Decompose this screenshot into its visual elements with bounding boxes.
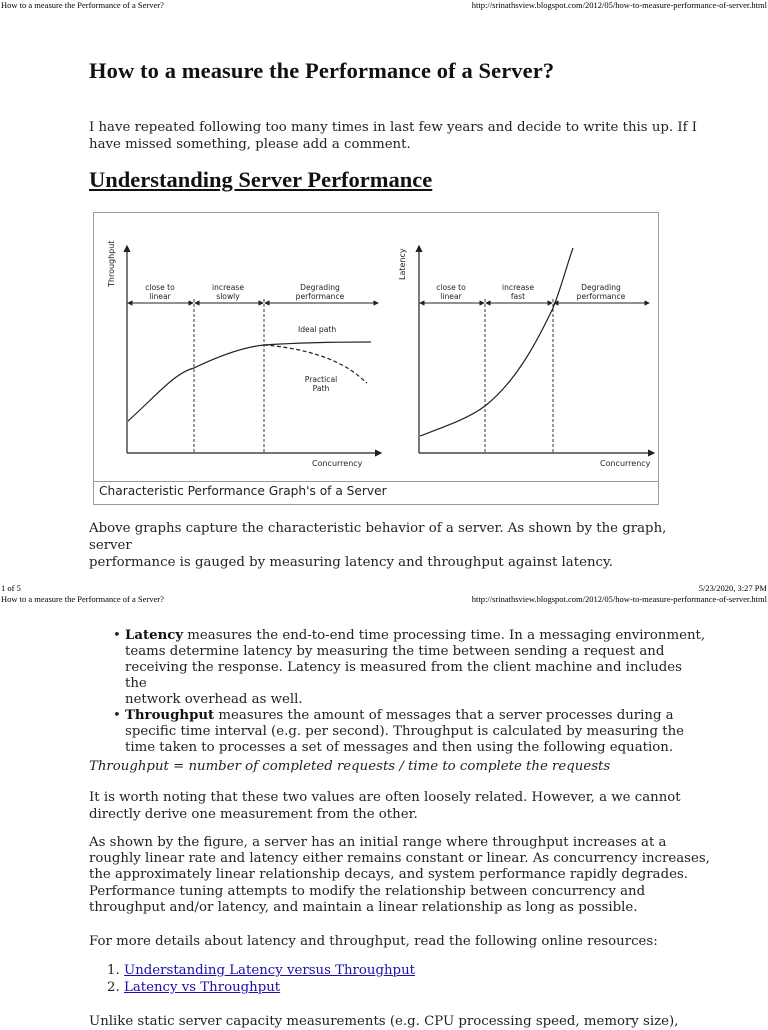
intro-line-1: I have repeated following too many times in last few years and decide to write this up. If I xyxy=(89,120,698,135)
throughput-term: Throughput xyxy=(125,708,215,723)
throughput-region-2-label: increase slowly xyxy=(211,283,245,301)
after-figure-paragraph xyxy=(89,520,709,571)
link-number: 2. xyxy=(107,980,120,995)
print-header-title-2: How to a measure the Performance of a Server? xyxy=(1,594,164,604)
print-header-url: http://srinathsview.blogspot.com/2012/05/how-to-measure-performance-of-server.html xyxy=(471,0,767,10)
throughput-line-1: measures the amount of messages that a server processes during a xyxy=(214,708,674,723)
performance-figure xyxy=(93,212,659,505)
throughput-x-label: Concurrency xyxy=(312,459,363,468)
throughput-item xyxy=(107,708,707,756)
fig-line-2: roughly linear rate and latency either remains constant or linear. As concurrency increases, xyxy=(89,851,710,867)
after-figure-line-1: Above graphs capture the characteristic behavior of a server. As shown by the graph, server xyxy=(89,521,667,553)
print-header-url-2: http://srinathsview.blogspot.com/2012/05/how-to-measure-performance-of-server.html xyxy=(471,594,767,604)
figure-caption: Characteristic Performance Graph's of a Server xyxy=(99,484,387,498)
latency-y-label: Latency xyxy=(398,248,407,280)
intro-line-2: have missed something, please add a comment. xyxy=(89,137,411,152)
print-header-page2 xyxy=(0,594,768,606)
print-header-page1 xyxy=(0,0,768,12)
performance-graphs xyxy=(94,213,660,481)
section-heading: Understanding Server Performance xyxy=(89,167,433,192)
link-latency-vs-throughput-understanding[interactable]: Understanding Latency versus Throughput xyxy=(124,963,415,978)
fig-line-1: As shown by the figure, a server has an initial range where throughput increases at a xyxy=(89,835,667,850)
latency-curve xyxy=(420,248,573,436)
figure-explanation-paragraph xyxy=(89,835,729,916)
related-paragraph xyxy=(89,789,709,823)
latency-line-2: teams determine latency by measuring the time between sending a request and xyxy=(125,644,665,659)
definition-list xyxy=(107,628,707,756)
intro-paragraph xyxy=(89,119,709,153)
resource-links xyxy=(107,962,415,996)
throughput-line-2: specific time interval (e.g. per second). Throughput is calculated by measuring the xyxy=(125,724,685,739)
link-number: 1. xyxy=(107,963,120,978)
throughput-y-label: Throughput xyxy=(107,240,116,287)
latency-line-1: measures the end-to-end time processing time. In a messaging environment, xyxy=(183,628,706,643)
fig-line-3: the approximately linear relationship decays, and system performance rapidly degrades. xyxy=(89,867,689,883)
latency-item xyxy=(107,628,707,708)
latency-chart xyxy=(398,246,654,468)
throughput-chart xyxy=(107,241,381,468)
bullet-icon: • xyxy=(113,708,121,723)
bullet-icon: • xyxy=(113,628,121,643)
throughput-line-3: time taken to processes a set of messages and then using the following equation. xyxy=(125,740,674,755)
resource-link-item xyxy=(107,979,415,996)
latency-term: Latency xyxy=(125,628,184,643)
print-datetime: 5/23/2020, 3:27 PM xyxy=(698,583,767,593)
after-figure-line-2: performance is gauged by measuring latency and throughput against latency. xyxy=(89,555,613,570)
related-line-2: directly derive one measurement from the other. xyxy=(89,807,418,822)
ideal-path-label: Ideal path xyxy=(298,325,337,334)
more-details-paragraph: For more details about latency and throughput, read the following online resources: xyxy=(89,934,658,949)
resource-link-item xyxy=(107,962,415,979)
throughput-equation: Throughput = number of completed requests / time to complete the requests xyxy=(89,759,611,774)
link-latency-vs-throughput[interactable]: Latency vs Throughput xyxy=(124,980,281,995)
capacity-paragraph: Unlike static server capacity measurements (e.g. CPU processing speed, memory size), xyxy=(89,1014,679,1029)
throughput-region-1-label: close to linear xyxy=(145,283,175,301)
fig-line-5: throughput and/or latency, and maintain a linear relationship as long as possible. xyxy=(89,899,638,915)
latency-line-4: network overhead as well. xyxy=(125,692,303,707)
latency-region-1-label: close to linear xyxy=(436,283,466,301)
fig-line-4: Performance tuning attempts to modify the relationship between concurrency and xyxy=(89,883,646,899)
caption-divider xyxy=(94,481,658,482)
latency-region-3-label: Degrading performance xyxy=(576,283,626,301)
latency-line-3: receiving the response. Latency is measured from the client machine and includes the xyxy=(125,660,682,691)
latency-x-label: Concurrency xyxy=(600,459,651,468)
page-count: 1 of 5 xyxy=(1,583,21,593)
print-header-title: How to a measure the Performance of a Server? xyxy=(1,0,164,10)
related-line-1: It is worth noting that these two values are often loosely related. However, a we cannot xyxy=(89,790,681,805)
throughput-region-3-label: Degrading performance xyxy=(295,283,345,301)
page-title: How to a measure the Performance of a Server? xyxy=(89,58,555,83)
practical-path-label: Practical Path xyxy=(304,375,338,393)
latency-region-2-label: increase fast xyxy=(501,283,535,301)
